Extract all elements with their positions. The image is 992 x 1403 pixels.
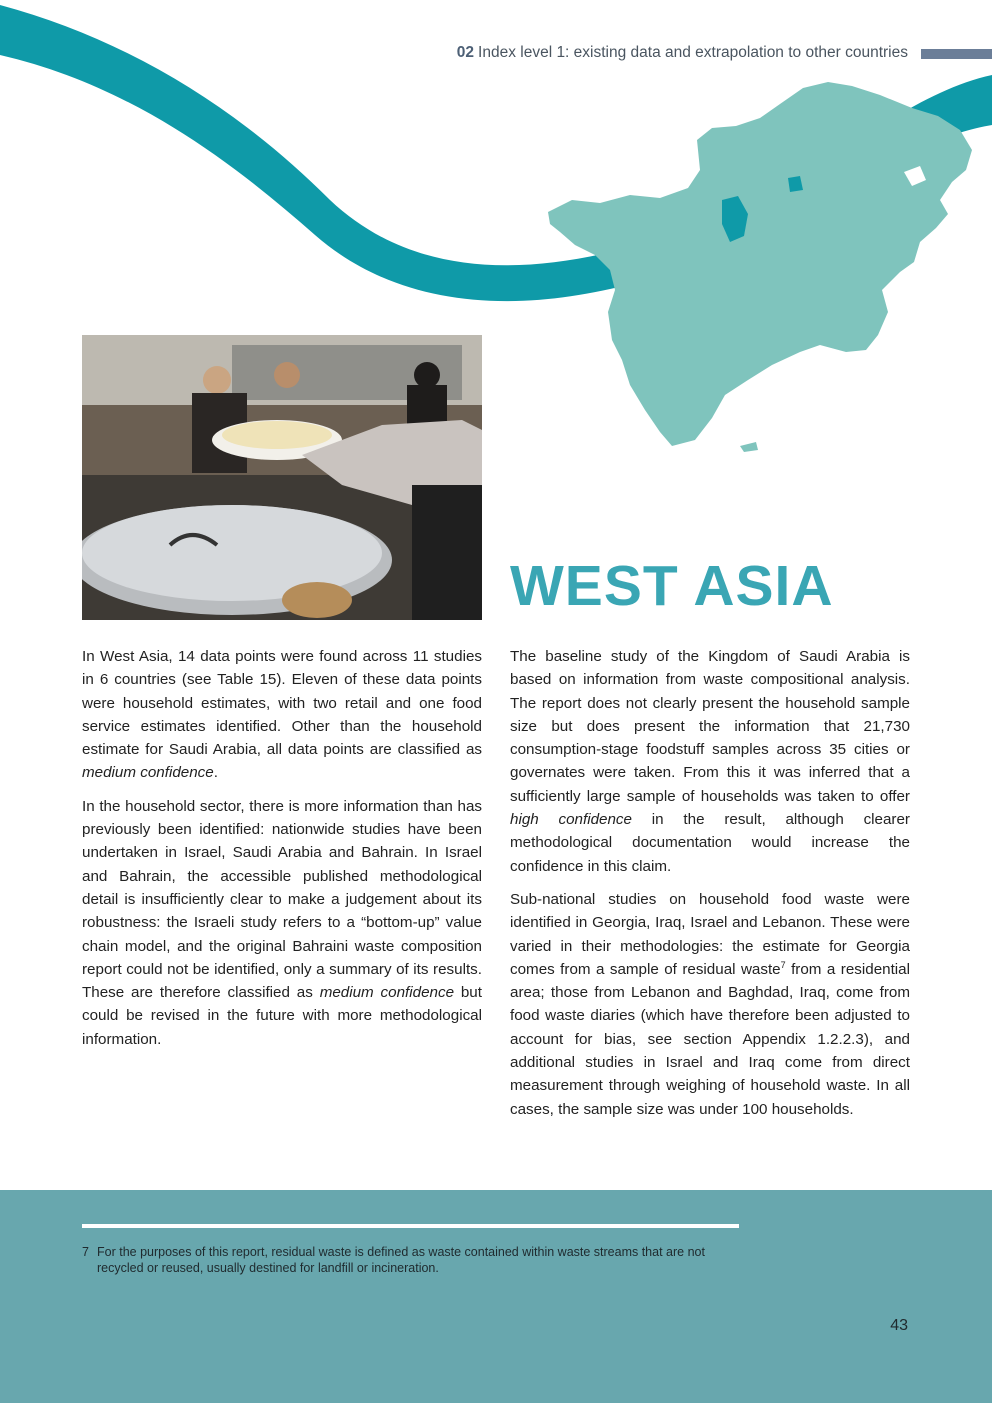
right-column xyxy=(510,645,910,1131)
west-asia-map xyxy=(548,82,972,452)
text-run: Sub-national studies on household food waste were identified in Georgia, Iraq, Israel and Lebanon. These were varied in their methodologies: the estimate for Georgia comes from a sample of residual waste xyxy=(510,890,910,978)
text-run: from a residential area; those from Lebanon and Baghdad, Iraq, come from food waste diaries (which have therefore been adjusted to account for bias, see section Appendix 1.2.2.3), and additional studies in Israel and Iraq come from direct measurement through weighing of household waste. In all cases, the sample size was under 100 households. xyxy=(510,960,910,1118)
left-column xyxy=(82,645,482,1061)
footnote-reference[interactable]: 7 xyxy=(780,959,786,970)
footnote-divider xyxy=(82,1224,739,1228)
text-run: In the household sector, there is more information than has previously been identified: nationwide studies have been undertaken in Israel, Saudi Arabia and Bahrain. In Israel and Bahrain, the accessible published methodological detail is insufficiently clear to make a judgement about its robustness: the Israeli study refers to a “bottom-up” value chain model, and the original Bahraini waste composition report could not be identified, only a summary of its results. These are therefore classified as xyxy=(82,797,482,1002)
footnote-number: 7 xyxy=(82,1245,89,1259)
chapter-number: 02 xyxy=(456,44,475,61)
right-paragraph-2 xyxy=(510,888,910,1121)
footnote xyxy=(82,1244,742,1276)
emphasis-text: high confidence xyxy=(510,811,632,829)
footnote-text: For the purposes of this report, residual waste is defined as waste contained within waste streams that are not recycled or reused, usually destined for landfill or incineration. xyxy=(97,1245,705,1275)
right-paragraph-1 xyxy=(510,645,910,878)
text-run: in the result, although clearer methodological documentation would increase the confidence in this claim. xyxy=(510,811,910,875)
left-paragraph-2 xyxy=(82,795,482,1051)
running-header xyxy=(457,44,908,62)
page-number: 43 xyxy=(890,1317,908,1334)
text-run: In West Asia, 14 data points were found across 11 studies in 6 countries (see Table 15). Eleven of these data points were household estimates, with two retail and one food service estimates identified. Other than the household estimate for Saudi Arabia, all data points are classified as xyxy=(82,648,482,759)
emphasis-text: medium confidence xyxy=(319,984,455,1002)
left-paragraph-1 xyxy=(82,645,482,785)
text-run: but could be revised in the future with more methodological information. xyxy=(82,984,482,1048)
footer-band xyxy=(0,1190,992,1403)
text-run: . xyxy=(213,764,218,782)
header-accent-bar xyxy=(921,49,992,59)
emphasis-text: medium confidence xyxy=(82,764,214,782)
food-serving-photo xyxy=(82,335,482,620)
section-title: WEST ASIA xyxy=(510,554,834,618)
chapter-title: Index level 1: existing data and extrapolation to other countries xyxy=(478,44,908,61)
text-run: The baseline study of the Kingdom of Saudi Arabia is based on information from waste compositional analysis. The report does not clearly present the household sample size but does present the information that 21,730 consumption-stage foodstuff samples across 35 cities or governates were taken. From this it was inferred that a sufficiently large sample of households was taken to offer xyxy=(510,648,910,805)
